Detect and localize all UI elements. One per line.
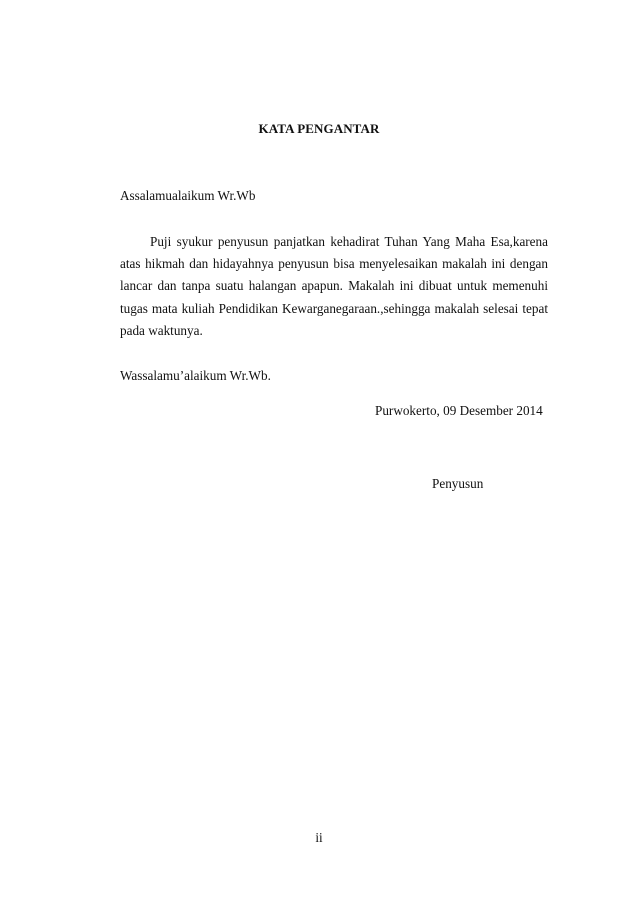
page-title: KATA PENGANTAR: [258, 121, 380, 136]
page-number: ii: [315, 830, 323, 845]
closing-greeting: Wassalamu’alaikum Wr.Wb.: [120, 368, 271, 383]
body-paragraph: Puji syukur penyusun panjatkan kehadirat Tuhan Yang Maha Esa,karena atas hikmah dan hidayahnya penyusun bisa menyelesaikan makalah ini dengan lancar dan tanpa suatu halangan apapun. Makalah ini dibuat untuk memenuhi tugas mata kuliah Pendidikan Kewarganegaraan.,sehingga makalah selesai tepat pada waktunya.: [120, 234, 548, 338]
opening-greeting: Assalamualaikum Wr.Wb: [120, 188, 256, 203]
signer-name: Penyusun: [432, 476, 484, 491]
place-and-date: Purwokerto, 09 Desember 2014: [375, 403, 543, 418]
